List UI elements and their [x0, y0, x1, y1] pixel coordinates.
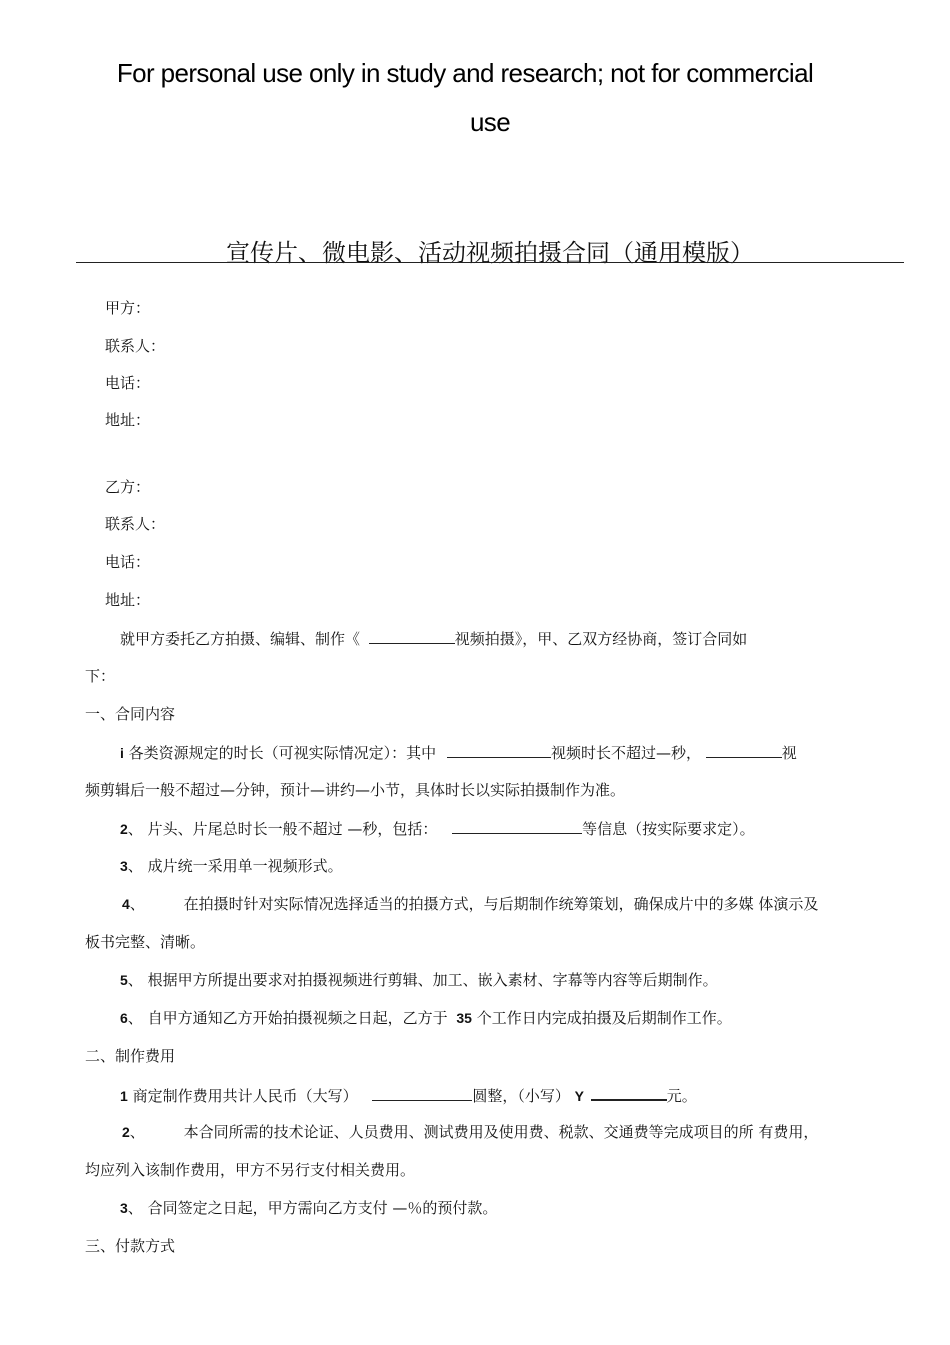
section-1-item-1-continued: 频剪辑后一般不超过—分钟，预计—讲约—小节，具体时长以实际拍摄制作为准。 [85, 781, 626, 799]
intro-text-2: 视频拍摄》，甲、乙双方经协商，签订合同如 [454, 630, 748, 648]
intro-text-1: 就甲方委托乙方拍摄、编辑、制作《 [120, 630, 361, 648]
item-number: 3 [120, 1200, 128, 1216]
party-a-phone-label: 电话： [105, 374, 151, 392]
item-number: 2 [122, 1124, 130, 1140]
item-text: 、 片头、片尾总时长一般不超过 —秒，包括： [127, 820, 438, 838]
item-number: 2 [120, 821, 128, 837]
section-1-item-6 [120, 1008, 732, 1028]
title-underline [76, 262, 904, 263]
currency-symbol: Y [574, 1088, 585, 1104]
item-text: 等信息（按实际要求定）。 [582, 820, 755, 838]
item-text: 元。 [666, 1087, 697, 1105]
item-text: 本合同所需的技术论证、人员费用、测试费用及使用费、税款、交通费等完成项目的所 有费用， [183, 1123, 819, 1141]
party-b-contact-label: 联系人： [105, 515, 166, 533]
section-1-item-4-continued: 板书完整、清晰。 [85, 933, 206, 951]
intro-paragraph-end: 下： [85, 667, 116, 685]
item-number: 3 [120, 858, 128, 874]
item-number: 1 [120, 1088, 128, 1104]
video-count-blank[interactable] [447, 742, 551, 758]
item-text: 在拍摄时针对实际情况选择适当的拍摄方式，与后期制作统筹策划，确保成片中的多媒 体演示及 [183, 895, 819, 913]
section-1-item-4 [122, 894, 818, 914]
amount-in-words-blank[interactable] [372, 1085, 472, 1101]
section-2-item-2-continued: 均应列入该制作费用，甲方不另行支付相关费用。 [85, 1161, 416, 1179]
section-2-item-2 [122, 1122, 818, 1142]
intro-paragraph [120, 628, 747, 649]
item-text: 、 自甲方通知乙方开始拍摄视频之日起，乙方于 [127, 1009, 448, 1027]
item-text: 个工作日内完成拍摄及后期制作工作。 [476, 1009, 732, 1027]
section-2-item-3 [120, 1198, 497, 1218]
item-number: 4 [122, 896, 130, 912]
credits-info-blank[interactable] [452, 818, 582, 834]
party-b-address-label: 地址： [105, 591, 151, 609]
working-days-value: 35 [456, 1010, 472, 1026]
item-number: 5 [120, 972, 128, 988]
section-1-item-5 [120, 970, 718, 990]
party-a-label: 甲方： [105, 299, 151, 317]
section-2-item-1 [120, 1084, 697, 1106]
usage-notice-line-2: use [469, 107, 511, 137]
edit-count-blank[interactable] [706, 742, 782, 758]
usage-notice-line-1: For personal use only in study and research; not for commercial [116, 58, 814, 88]
section-1-item-2 [120, 818, 755, 839]
item-mark: 、 [129, 1123, 145, 1141]
item-text: 视 [781, 744, 797, 762]
item-text: 商定制作费用共计人民币（大写） [132, 1087, 358, 1105]
video-name-blank[interactable] [369, 628, 455, 644]
section-2-heading: 二、制作费用 [85, 1047, 176, 1065]
item-text: 、 根据甲方所提出要求对拍摄视频进行剪辑、加工、嵌入素材、字幕等内容等后期制作。 [127, 971, 718, 989]
item-text: 、 成片统一采用单一视频形式。 [127, 857, 343, 875]
section-1-heading: 一、合同内容 [85, 705, 176, 723]
section-1-item-3 [120, 856, 343, 876]
document-title: 宣传片、微电影、活动视频拍摄合同（通用模版） [226, 239, 754, 267]
item-text: 圆整，（小写） [472, 1087, 570, 1105]
item-number: i [120, 745, 124, 761]
item-text: 、 合同签定之日起，甲方需向乙方支付 —％的预付款。 [127, 1199, 498, 1217]
section-3-heading: 三、付款方式 [85, 1237, 176, 1255]
item-mark: 、 [129, 895, 145, 913]
item-text: 各类资源规定的时长（可视实际情况定）：其中 [128, 744, 437, 762]
party-a-address-label: 地址： [105, 411, 151, 429]
party-b-label: 乙方： [105, 478, 151, 496]
party-b-phone-label: 电话： [105, 553, 151, 571]
section-1-item-1 [120, 742, 797, 763]
item-number: 6 [120, 1010, 128, 1026]
amount-in-figures-blank[interactable] [591, 1084, 667, 1101]
item-text: 视频时长不超过—秒， [550, 744, 701, 762]
party-a-contact-label: 联系人： [105, 337, 166, 355]
